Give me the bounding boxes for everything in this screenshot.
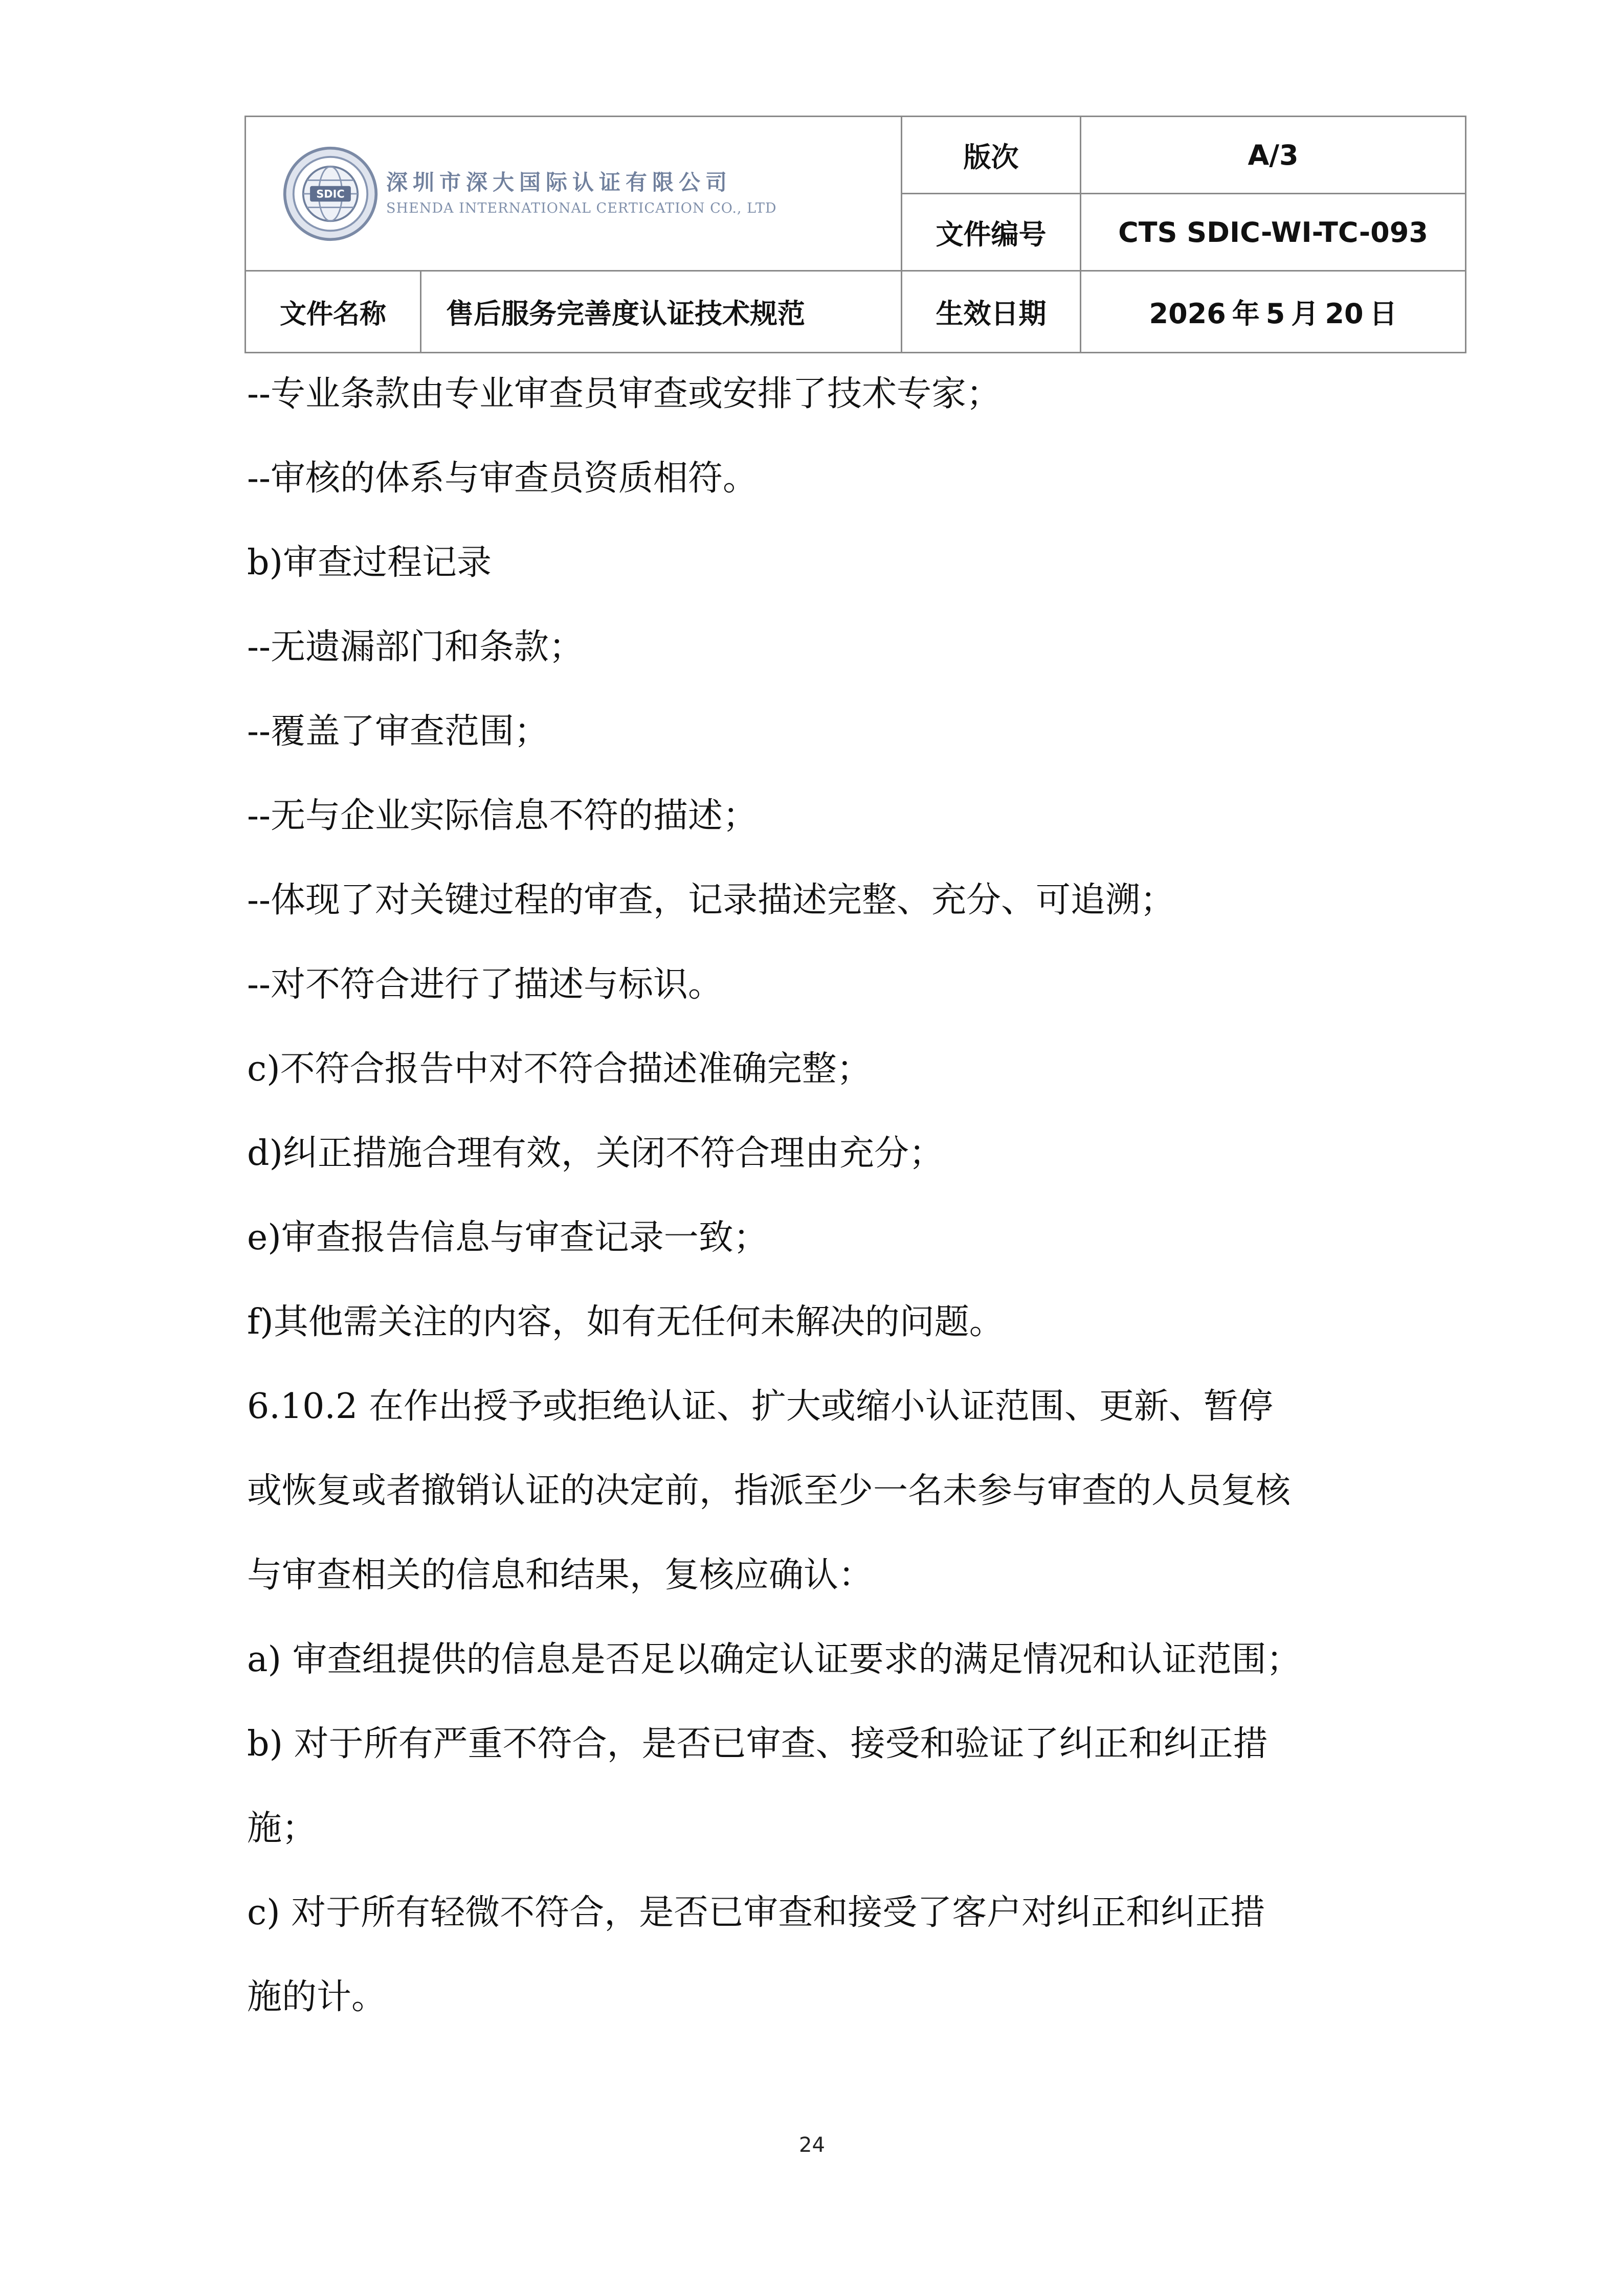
page-number: 24 <box>799 2133 825 2157</box>
logo-monogram: SDIC <box>316 188 345 200</box>
effective-date-value <box>1081 271 1466 353</box>
body-line: 施； <box>247 1808 317 1849</box>
body-line: c)不符合报告中对不符合描述准确完整； <box>247 1049 872 1089</box>
body-line: --对不符合进行了描述与标识。 <box>247 964 723 1005</box>
body-line: --专业条款由专业审查员审查或安排了技术专家； <box>247 374 1001 414</box>
body-line: f)其他需关注的内容，如有无任何未解决的问题。 <box>247 1302 1004 1342</box>
body-line: --覆盖了审查范围； <box>247 711 549 752</box>
effective-date-label: 生效日期 <box>902 271 1081 353</box>
date-day: 20 <box>1325 298 1364 330</box>
date-month: 5 <box>1265 298 1285 330</box>
body-line: b) 对于所有严重不符合，是否已审查、接受和验证了纠正和纠正措 <box>247 1724 1268 1764</box>
body-line: 或恢复或者撤销认证的决定前，指派至少一名未参与审查的人员复核 <box>247 1471 1291 1511</box>
body-line: b)审查过程记录 <box>247 543 492 583</box>
company-name-en: SHENDA INTERNATIONAL CERTICATION CO., LTD <box>386 200 777 217</box>
document-body <box>247 352 1403 2039</box>
body-line: 与审查相关的信息和结果，复核应确认： <box>247 1555 874 1595</box>
body-line: --无与企业实际信息不符的描述； <box>247 796 758 836</box>
date-day-unit: 日 <box>1369 298 1397 330</box>
date-year-unit: 年 <box>1232 298 1260 330</box>
company-name-cn: 深圳市深大国际认证有限公司 <box>386 169 732 195</box>
document-name-label: 文件名称 <box>246 271 421 353</box>
company-logo-block <box>246 117 902 271</box>
company-logo-icon <box>282 145 379 242</box>
body-line: e)审查报告信息与审查记录一致； <box>247 1218 768 1258</box>
body-line: --无遗漏部门和条款； <box>247 627 584 667</box>
body-line: a) 审查组提供的信息是否足以确定认证要求的满足情况和认证范围； <box>247 1639 1301 1680</box>
body-line: --审核的体系与审查员资质相符。 <box>247 458 758 499</box>
document-name-value: 售后服务完善度认证技术规范 <box>421 271 902 353</box>
document-number-label: 文件编号 <box>902 194 1081 271</box>
body-line: 6.10.2 在作出授予或拒绝认证、扩大或缩小认证范围、更新、暂停 <box>247 1386 1273 1427</box>
body-line: c) 对于所有轻微不符合，是否已审查和接受了客户对纠正和纠正措 <box>247 1893 1265 1933</box>
body-line: d)纠正措施合理有效，关闭不符合理由充分； <box>247 1133 944 1174</box>
document-header-table <box>244 116 1466 353</box>
version-label: 版次 <box>902 117 1081 194</box>
version-value: A/3 <box>1081 117 1466 194</box>
body-line: 施的计。 <box>247 1977 387 2017</box>
body-line: --体现了对关键过程的审查，记录描述完整、充分、可追溯； <box>247 880 1175 920</box>
date-month-unit: 月 <box>1291 298 1319 330</box>
date-year: 2026 <box>1149 298 1226 330</box>
document-number-value: CTS SDIC-WI-TC-093 <box>1081 194 1466 271</box>
